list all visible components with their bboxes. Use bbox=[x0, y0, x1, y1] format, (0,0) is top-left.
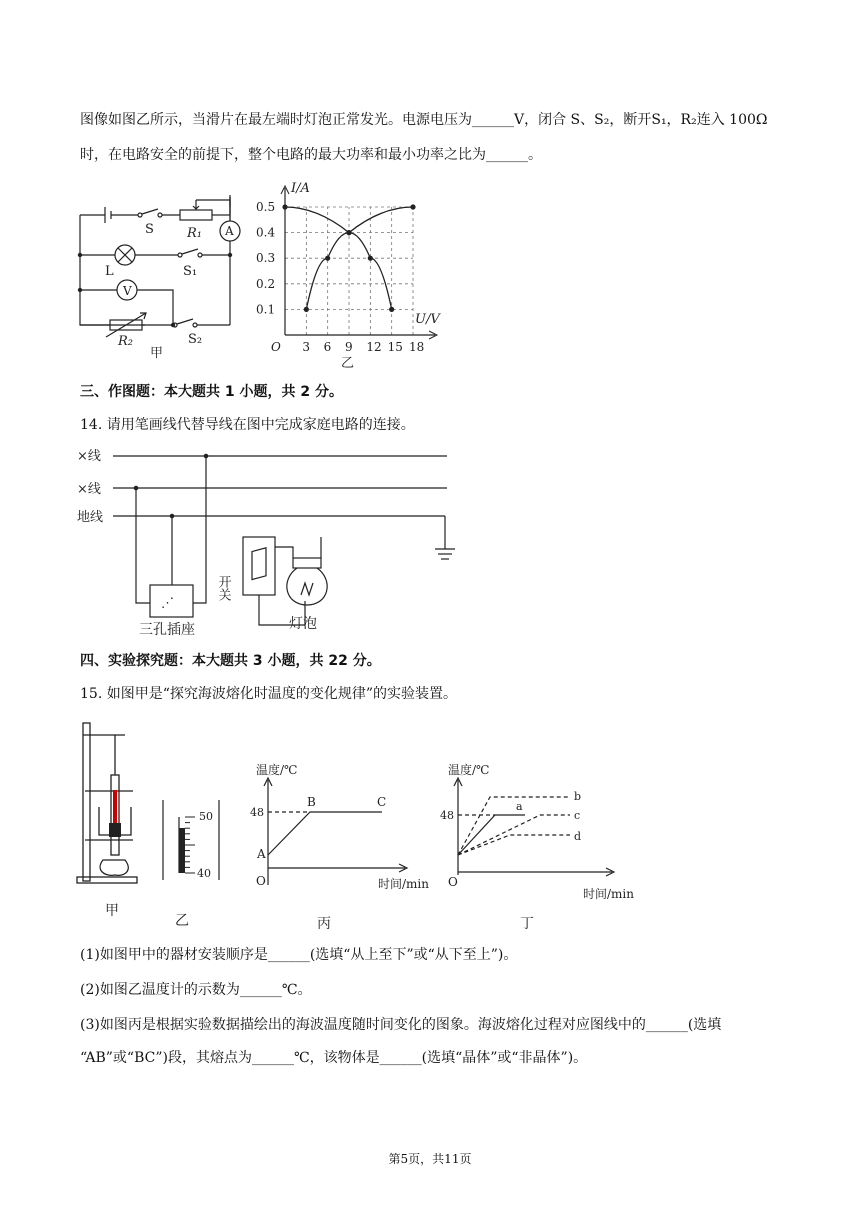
ding-ylabel: 温度/℃ bbox=[448, 763, 490, 777]
q15-sub2: (2)如图乙温度计的示数为______℃。 bbox=[80, 982, 312, 998]
y-tick-0.3: 0.3 bbox=[256, 251, 276, 266]
q14-text: 14. 请用笔画线代替导线在图中完成家庭电路的连接。 bbox=[80, 417, 415, 433]
ding-curve-d: d bbox=[574, 830, 582, 843]
section4-heading: 四、实验探究题：本大题共 3 小题，共 22 分。 bbox=[80, 653, 381, 669]
caption-jia-15: 甲 bbox=[105, 903, 119, 919]
label-S2: S₂ bbox=[188, 332, 203, 347]
intro-line-2: 时，在电路安全的前提下，整个电路的最大功率和最小功率之比为______。 bbox=[80, 147, 542, 163]
series-2-point-1 bbox=[282, 204, 287, 209]
ding-curve-c: c bbox=[574, 809, 581, 822]
y-tick-0.5: 0.5 bbox=[256, 200, 276, 214]
label-R1: R₁ bbox=[187, 226, 202, 241]
x-tick-12: 12 bbox=[366, 340, 382, 354]
series-2-point-3 bbox=[368, 256, 373, 261]
q15-text: 15. 如图甲是“探究海波熔化时温度的变化规律”的实验装置。 bbox=[80, 686, 458, 702]
bing-point-C: C bbox=[377, 795, 387, 809]
x-tick-18: 18 bbox=[409, 340, 425, 354]
x-axis-label: U/V bbox=[415, 312, 440, 327]
page-footer: 第5页，共11页 bbox=[388, 1152, 472, 1166]
apparatus-jia bbox=[75, 715, 155, 930]
line-b-label: ×线 bbox=[77, 482, 101, 497]
bing-origin: O bbox=[256, 874, 266, 888]
bing-point-B: B bbox=[307, 795, 316, 809]
bing-xlabel: 时间/min bbox=[378, 877, 429, 891]
label-R2: R₂ bbox=[118, 334, 133, 349]
ding-xlabel: 时间/min bbox=[583, 887, 634, 901]
bulb-label: 灯泡 bbox=[289, 616, 317, 632]
caption-yi-15: 乙 bbox=[175, 913, 189, 929]
chart-ding bbox=[440, 760, 640, 935]
series-2-point-2 bbox=[346, 230, 351, 235]
series-1-point-1 bbox=[304, 307, 309, 312]
series-2-point-4 bbox=[389, 307, 394, 312]
caption-ding: 丁 bbox=[520, 916, 534, 932]
q15-sub1: (1)如图甲中的器材安装顺序是______(选填“从上至下”或“从下至上”)。 bbox=[80, 947, 518, 963]
y-tick-0.4: 0.4 bbox=[256, 225, 276, 240]
household-circuit-diagram bbox=[75, 445, 455, 638]
bing-ylabel: 温度/℃ bbox=[256, 763, 298, 777]
label-S: S bbox=[145, 222, 154, 237]
caption-bing: 丙 bbox=[317, 916, 331, 932]
socket-holes-icon: ⋰ bbox=[161, 596, 174, 611]
q15-sub3-line2: “AB”或“BC”)段，其熔点为______℃，该物体是______(选填“晶体”或“非晶体”)。 bbox=[80, 1050, 588, 1066]
x-tick-9: 9 bbox=[345, 340, 353, 354]
caption-yi-13: 乙 bbox=[341, 356, 355, 371]
q15-sub3-line1: (3)如图丙是根据实验数据描绘出的海波温度随时间变化的图象。海波熔化过程对应图线中的______(选填 bbox=[80, 1017, 722, 1033]
ding-origin: O bbox=[448, 875, 458, 889]
series-1-point-2 bbox=[325, 256, 330, 261]
ding-y48: 48 bbox=[440, 809, 454, 822]
y-tick-0.2: 0.2 bbox=[256, 276, 276, 291]
socket-label: 三孔插座 bbox=[139, 622, 195, 638]
x-tick-15: 15 bbox=[387, 340, 403, 354]
caption-jia: 甲 bbox=[150, 346, 164, 361]
intro-line-1: 图像如图乙所示，当滑片在最左端时灯泡正常发光。电源电压为______V，闭合 S、S₂，断开S₁，R₂连入 100Ω bbox=[80, 112, 768, 128]
label-V: V bbox=[123, 284, 132, 298]
y-axis-label: I/A bbox=[291, 181, 310, 196]
label-A: A bbox=[225, 224, 234, 238]
thermometer-yi bbox=[155, 795, 230, 935]
x-tick-3: 3 bbox=[302, 340, 310, 354]
label-S1: S₁ bbox=[183, 264, 198, 279]
switch-label: 开关 bbox=[215, 575, 231, 601]
line-a-label: ×线 bbox=[77, 449, 101, 464]
label-L: L bbox=[105, 264, 114, 279]
circuit-diagram-jia bbox=[70, 185, 250, 361]
bing-y48: 48 bbox=[250, 806, 264, 819]
y-tick-0.1: 0.1 bbox=[256, 302, 276, 317]
chart-bing bbox=[250, 760, 440, 935]
section3-heading: 三、作图题：本大题共 1 小题，共 2 分。 bbox=[80, 384, 343, 400]
thermo-bottom-label: 40 bbox=[197, 867, 211, 880]
ding-curve-a: a bbox=[516, 800, 523, 813]
ding-curve-b: b bbox=[574, 790, 582, 803]
series-1-point-4 bbox=[410, 204, 415, 209]
thermo-top-label: 50 bbox=[199, 810, 213, 823]
iu-chart bbox=[250, 180, 460, 371]
bing-point-A: A bbox=[257, 847, 266, 861]
ground-label: 地线 bbox=[77, 510, 104, 525]
x-tick-6: 6 bbox=[323, 340, 332, 354]
origin-label: O bbox=[271, 340, 281, 354]
